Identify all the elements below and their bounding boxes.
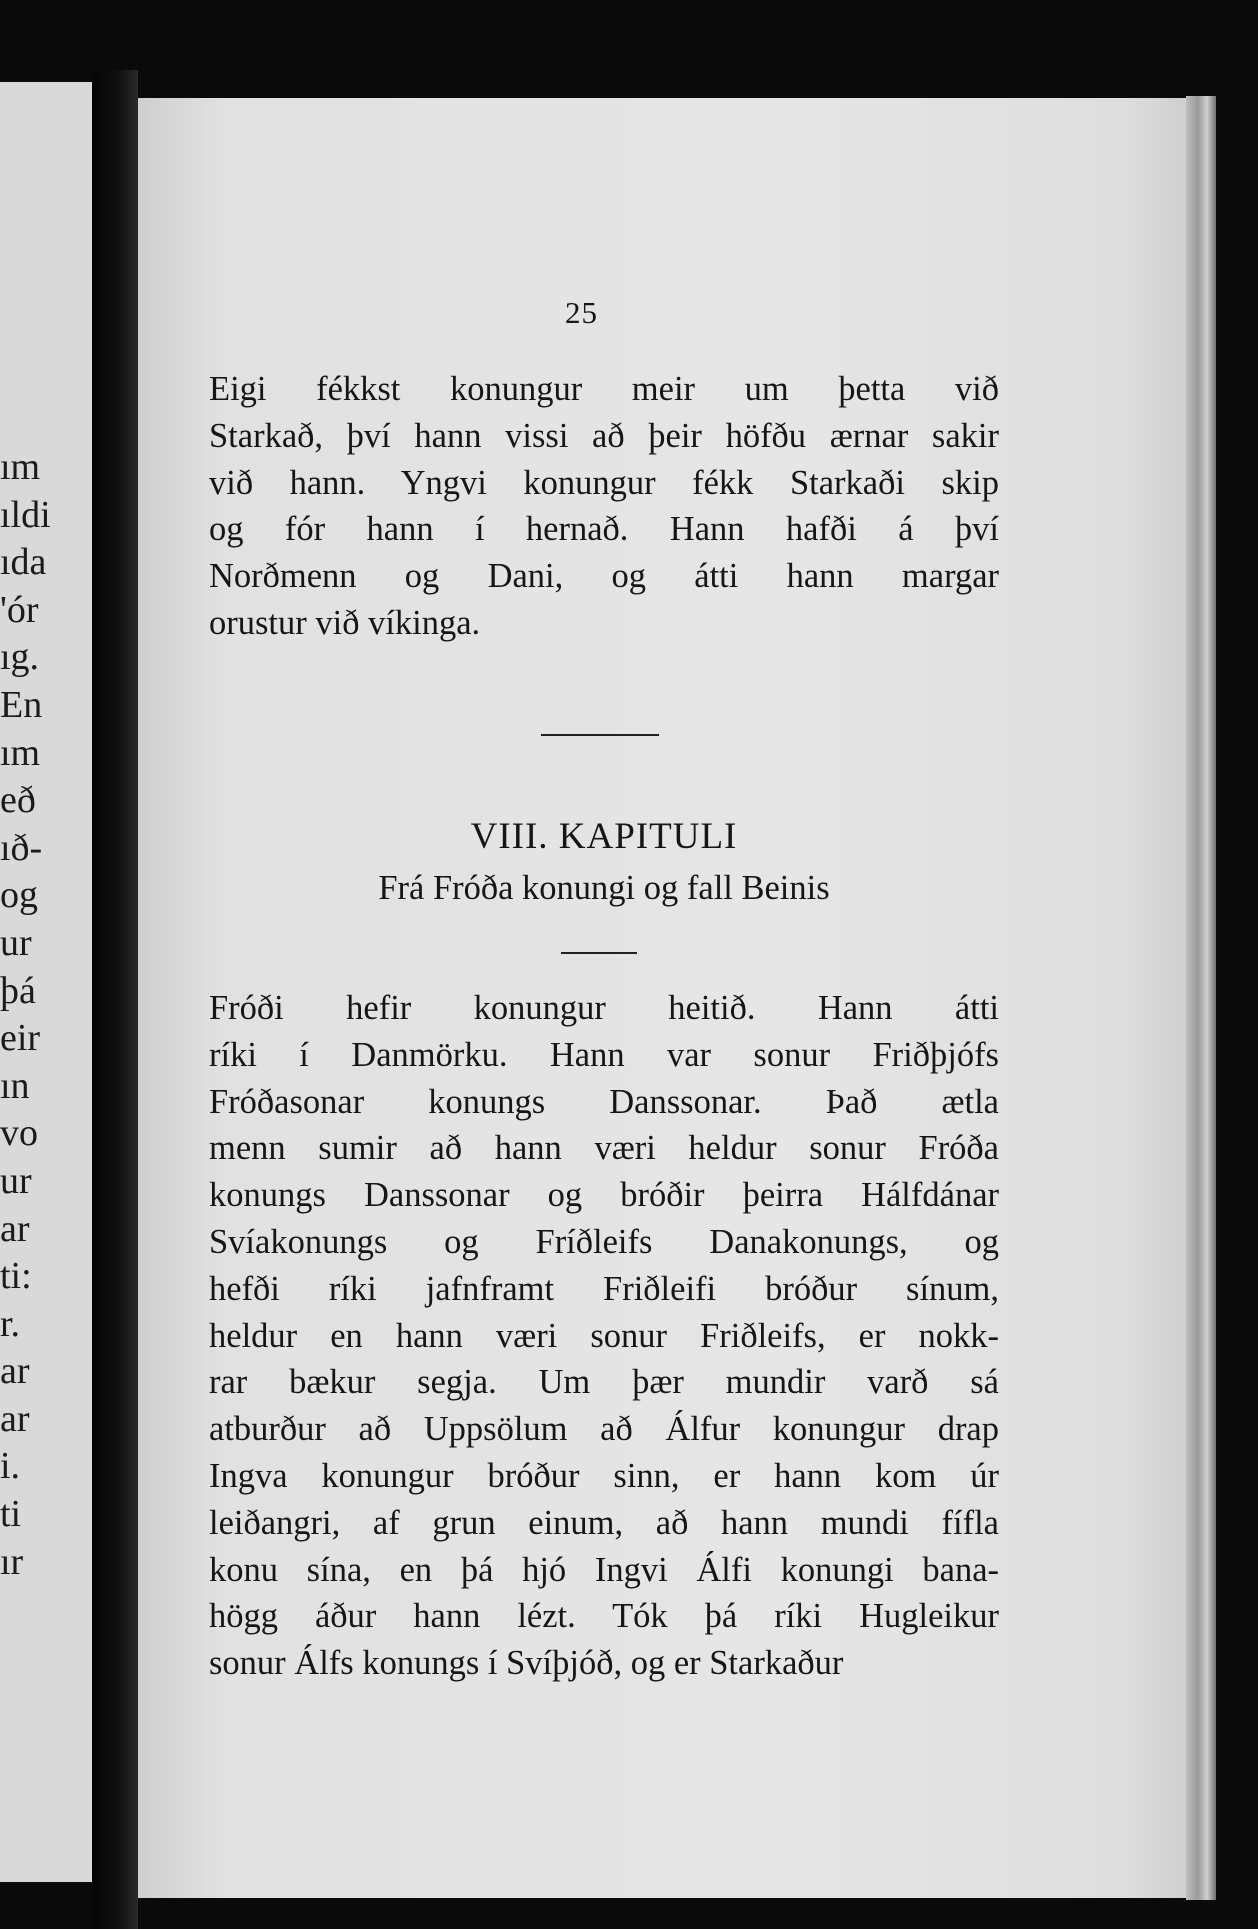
- previous-page-fragment: ıda: [0, 541, 47, 584]
- previous-page-text-fragments: [0, 444, 92, 1586]
- text-line: konu sína, en þá hjó Ingvi Álfi konungi bana-: [209, 1550, 999, 1589]
- text-line: og fór hann í hernað. Hann hafði á því: [209, 510, 999, 549]
- text-line: Fróðasonar konungs Danssonar. Það ætla: [209, 1082, 999, 1121]
- paragraph-1: [209, 366, 999, 647]
- previous-page-fragment: ıg.: [0, 636, 40, 679]
- previous-page-fragment: ır: [0, 1540, 24, 1583]
- previous-page-fragment: og: [0, 874, 38, 917]
- previous-page-fragment: eð: [0, 779, 36, 822]
- previous-page-fragment: r.: [0, 1302, 21, 1345]
- text-line: leiðangri, af grun einum, að hann mundi fífla: [209, 1503, 999, 1542]
- previous-page-fragment: ti: [0, 1493, 22, 1536]
- text-line: orustur við víkinga.: [209, 603, 481, 642]
- previous-page-strip: [0, 82, 92, 1882]
- chapter-title: VIII. KAPITULI: [470, 816, 738, 857]
- previous-page-fragment: i.: [0, 1445, 21, 1488]
- previous-page-fragment: þá: [0, 969, 36, 1012]
- previous-page-fragment: eir: [0, 1017, 41, 1060]
- previous-page-fragment: En: [0, 683, 43, 726]
- previous-page-fragment: 'ór: [0, 588, 39, 631]
- text-line: Norðmenn og Dani, og átti hann margar: [209, 557, 999, 596]
- previous-page-fragment: ım: [0, 446, 41, 488]
- text-line: sonur Álfs konungs í Svíþjóð, og er Starkaður: [209, 1644, 844, 1683]
- page-edge-shadow: [1186, 96, 1216, 1900]
- text-line: atburður að Uppsölum að Álfur konungur drap: [209, 1410, 999, 1449]
- section-divider-bottom: [561, 952, 637, 954]
- previous-page-fragment: ar: [0, 1350, 30, 1393]
- previous-page-fragment: ın: [0, 1064, 30, 1107]
- text-line: Fróði hefir konungur heitið. Hann átti: [209, 989, 999, 1027]
- previous-page-fragment: ım: [0, 731, 41, 774]
- text-line: hefði ríki jafnframt Friðleifi bróður sínum,: [209, 1269, 999, 1308]
- previous-page-fragment: ar: [0, 1397, 30, 1440]
- text-line: konungs Danssonar og bróðir þeirra Hálfdánar: [209, 1176, 999, 1215]
- paragraph-2: [209, 985, 999, 1687]
- text-line: rar bækur segja. Um þær mundir varð sá: [209, 1363, 999, 1402]
- text-line: högg áður hann lézt. Tók þá ríki Hugleikur: [209, 1597, 999, 1636]
- chapter-subtitle: Frá Fróða konungi og fall Beinis: [378, 869, 830, 907]
- previous-page-fragment: ur: [0, 921, 32, 964]
- text-line: við hann. Yngvi konungur fékk Starkaði skip: [209, 463, 999, 502]
- book-gutter: [92, 70, 138, 1929]
- text-line: menn sumir að hann væri heldur sonur Fróða: [209, 1129, 999, 1168]
- text-line: ríki í Danmörku. Hann var sonur Friðþjófs: [209, 1035, 999, 1074]
- previous-page-fragment: vo: [0, 1112, 38, 1155]
- text-line: heldur en hann væri sonur Friðleifs, er nokk-: [209, 1316, 999, 1355]
- previous-page-fragment: ur: [0, 1159, 32, 1202]
- previous-page-fragment: ıð-: [0, 826, 43, 869]
- previous-page-fragment: ıldi: [0, 493, 51, 536]
- text-line: Starkað, því hann vissi að þeir höfðu ærnar sakir: [209, 416, 999, 455]
- text-line: Eigi fékkst konungur meir um þetta við: [209, 370, 999, 408]
- page-number: 25: [565, 295, 598, 330]
- text-line: Ingva konungur bróður sinn, er hann kom úr: [209, 1456, 999, 1495]
- previous-page-fragment: ar: [0, 1207, 30, 1250]
- text-line: Svíakonungs og Fríðleifs Danakonungs, og: [209, 1222, 999, 1261]
- section-divider-top: [541, 734, 659, 736]
- previous-page-fragment: ti:: [0, 1255, 32, 1298]
